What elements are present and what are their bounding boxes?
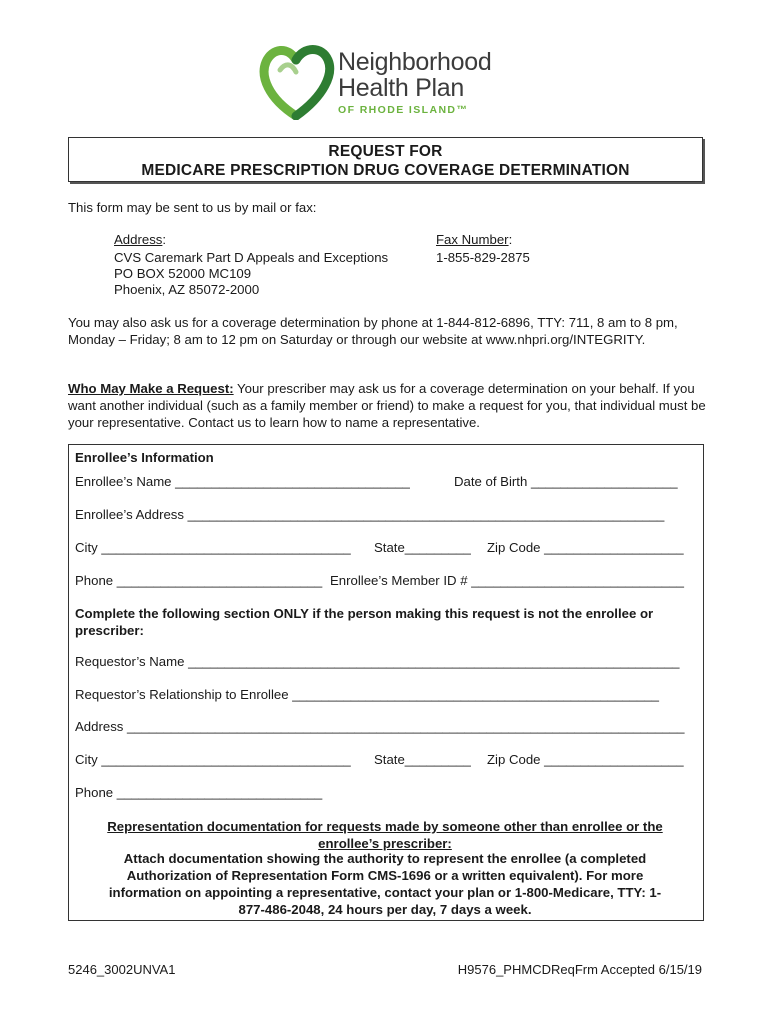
who-may-heading: Who May Make a Request:	[68, 381, 234, 396]
fax-label-text: Fax Number	[436, 232, 509, 247]
requestor-instruction: Complete the following section ONLY if the person making this request is not the enrollee or prescriber:	[75, 606, 654, 638]
enrollee-member-id-field[interactable]: Enrollee’s Member ID # _____________________________	[330, 573, 684, 588]
enrollee-heading: Enrollee’s Information	[75, 450, 214, 465]
enrollee-state-field[interactable]: State_________	[374, 540, 471, 555]
enrollee-zip-field[interactable]: Zip Code ___________________	[487, 540, 684, 555]
address-line-1: CVS Caremark Part D Appeals and Exceptions	[114, 250, 389, 265]
who-may-paragraph	[68, 380, 708, 431]
address-line-3: Phoenix, AZ 85072-2000	[114, 282, 260, 297]
logo-line-1: Neighborhood	[338, 48, 492, 76]
enrollee-name-field[interactable]: Enrollee’s Name ________________________________	[75, 474, 410, 489]
address-line-2: PO BOX 52000 MC109	[114, 266, 252, 281]
logo-line-3: OF RHODE ISLAND™	[338, 104, 469, 116]
requestor-zip-field[interactable]: Zip Code ___________________	[487, 752, 684, 767]
requestor-relationship-field[interactable]: Requestor’s Relationship to Enrollee __________________________________________________	[75, 687, 659, 702]
address-label	[114, 232, 166, 247]
enrollee-dob-field[interactable]: Date of Birth ____________________	[454, 474, 678, 489]
fax-number: 1-855-829-2875	[436, 250, 530, 265]
representation-heading: Representation documentation for requests made by someone other than enrollee or the enrollee’s prescriber:	[107, 819, 663, 851]
heart-logo-icon	[258, 40, 336, 120]
requestor-address-field[interactable]: Address ____________________________________________________________________________	[75, 719, 685, 734]
enrollee-phone-field[interactable]: Phone ____________________________	[75, 573, 323, 588]
address-label-colon: :	[162, 232, 167, 247]
fax-label	[436, 232, 512, 247]
enrollee-city-field[interactable]: City __________________________________	[75, 540, 351, 555]
phone-paragraph: You may also ask us for a coverage determination by phone at 1-844-812-6896, TTY: 711, 8 am to 8 pm, Monday – Friday; 8 am to 12 pm on Saturday or through our website at www.nhpri.org/INTEGRITY.	[68, 315, 678, 347]
requestor-state-field[interactable]: State_________	[374, 752, 471, 767]
form-title-line-1: REQUEST FOR	[328, 143, 443, 160]
footer-form-code: 5246_3002UNVA1	[68, 962, 176, 977]
requestor-name-field[interactable]: Requestor’s Name ___________________________________________________________________	[75, 654, 680, 669]
requestor-phone-field[interactable]: Phone ____________________________	[75, 785, 323, 800]
enrollee-address-field[interactable]: Enrollee’s Address _________________________________________________________________	[75, 507, 665, 522]
requestor-city-field[interactable]: City __________________________________	[75, 752, 351, 767]
intro-text: This form may be sent to us by mail or fax:	[68, 200, 317, 215]
form-title-line-2: MEDICARE PRESCRIPTION DRUG COVERAGE DETERMINATION	[141, 162, 630, 179]
who-may-text: Your prescriber may ask us for a coverage determination on your behalf. If you want another individual (such as a family member or friend) to make a request for you, that individual must be your representative. Contact us to learn how to name a representative.	[68, 381, 706, 430]
logo-line-2: Health Plan	[338, 74, 464, 102]
plan-logo	[258, 40, 528, 122]
address-label-text: Address	[114, 232, 163, 247]
form-title-box	[68, 137, 703, 182]
representation-body: Attach documentation showing the authority to represent the enrollee (a completed Authorization of Representation Form CMS-1696 or a written equivalent). For more information on appointing a representative, contact your plan or 1-800-Medicare, TTY: 1-877-486-2048, 24 hours per day, 7 days a week.	[108, 851, 662, 917]
fax-label-colon: :	[508, 232, 513, 247]
footer-acceptance-code: H9576_PHMCDReqFrm Accepted 6/15/19	[457, 962, 702, 977]
